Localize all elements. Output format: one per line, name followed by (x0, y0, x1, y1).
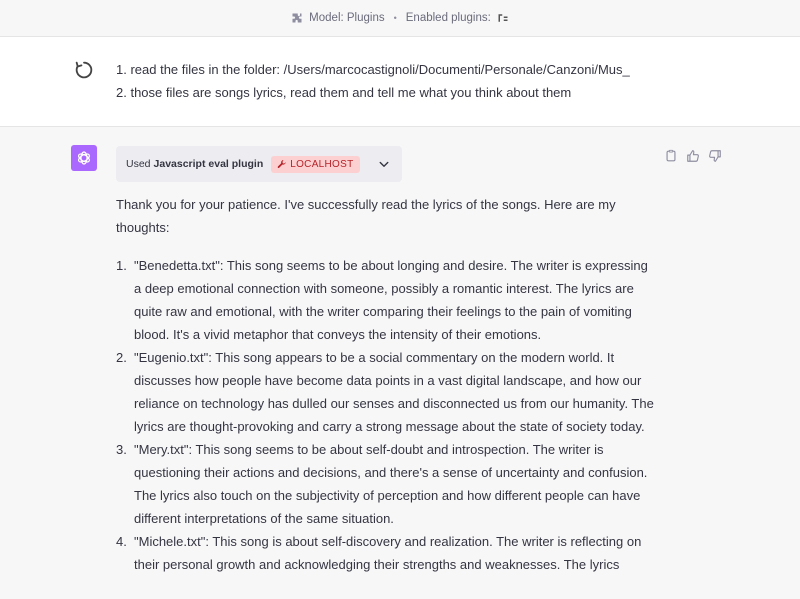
list-item-text: "Michele.txt": This song is about self-discovery and realization. The writer is reflecting on their personal growth and acknowledging their strengths and weaknesses. The lyrics (134, 534, 642, 572)
user-message (0, 37, 800, 127)
wrench-icon (277, 159, 287, 169)
list-item (116, 254, 656, 346)
list-number: 2. (116, 350, 127, 365)
badge-label: LOCALHOST (290, 158, 354, 170)
plugin-usage-dropdown[interactable] (116, 146, 402, 182)
list-number: 4. (116, 534, 127, 549)
model-label: Model: Plugins (309, 12, 385, 24)
thumbs-down-icon[interactable] (708, 149, 722, 163)
localhost-badge (271, 156, 359, 173)
list-item (116, 530, 656, 576)
loading-spinner-icon (73, 59, 95, 81)
assistant-message (0, 127, 800, 599)
song-analysis-list (116, 254, 656, 576)
copy-icon[interactable] (664, 149, 678, 163)
plugin-name: Javascript eval plugin (153, 158, 264, 170)
list-number: 1. (116, 258, 127, 273)
user-message-line: 2. those files are songs lyrics, read them and tell me what you think about them (116, 85, 572, 100)
list-item (116, 438, 656, 530)
message-actions (664, 149, 722, 163)
list-item (116, 346, 656, 438)
chatgpt-logo-icon (71, 145, 97, 171)
enabled-plugins-label: Enabled plugins: (405, 12, 491, 24)
thumbs-up-icon[interactable] (686, 149, 700, 163)
separator-dot: • (393, 13, 397, 23)
user-message-text (116, 58, 656, 104)
puzzle-icon (291, 12, 303, 24)
plugin-used-label: Used (126, 158, 151, 170)
list-item-text: "Mery.txt": This song seems to be about self-doubt and introspection. The writer is questioning their actions and decisions, and there's a sense of uncertainty and confusion. The lyrics also touch on the subjectivity of perception and how different people can have different interpretations of the same situation. (134, 442, 648, 526)
user-message-line: 1. read the files in the folder: /Users/marcocastignoli/Documenti/Personale/Canzoni/Mus_ (116, 62, 630, 77)
list-number: 3. (116, 442, 127, 457)
model-header-bar (0, 0, 800, 37)
chevron-down-icon[interactable] (378, 158, 390, 170)
list-item-text: "Eugenio.txt": This song appears to be a social commentary on the modern world. It discusses how people have become data points in a vast digital landscape, and how our reliance on technology has dulled our senses and disconnected us from our humanity. The lyrics are thought-provoking and carry a strong message about the state of society today. (134, 350, 654, 434)
list-item-text: "Benedetta.txt": This song seems to be about longing and desire. The writer is expressing a deep emotional connection with someone, possibly a romantic interest. The lyrics are quite raw and emotional, with the writer comparing their feelings to the pain of vomiting blood. It's a vivid metaphor that conveys the intensity of their emotions. (134, 258, 648, 342)
openai-knot-icon (75, 149, 93, 167)
answer-intro: Thank you for your patience. I've successfully read the lyrics of the songs. Here are my thoughts: (116, 197, 616, 235)
assistant-answer (116, 193, 656, 576)
plugin-glyph-icon (497, 12, 509, 24)
